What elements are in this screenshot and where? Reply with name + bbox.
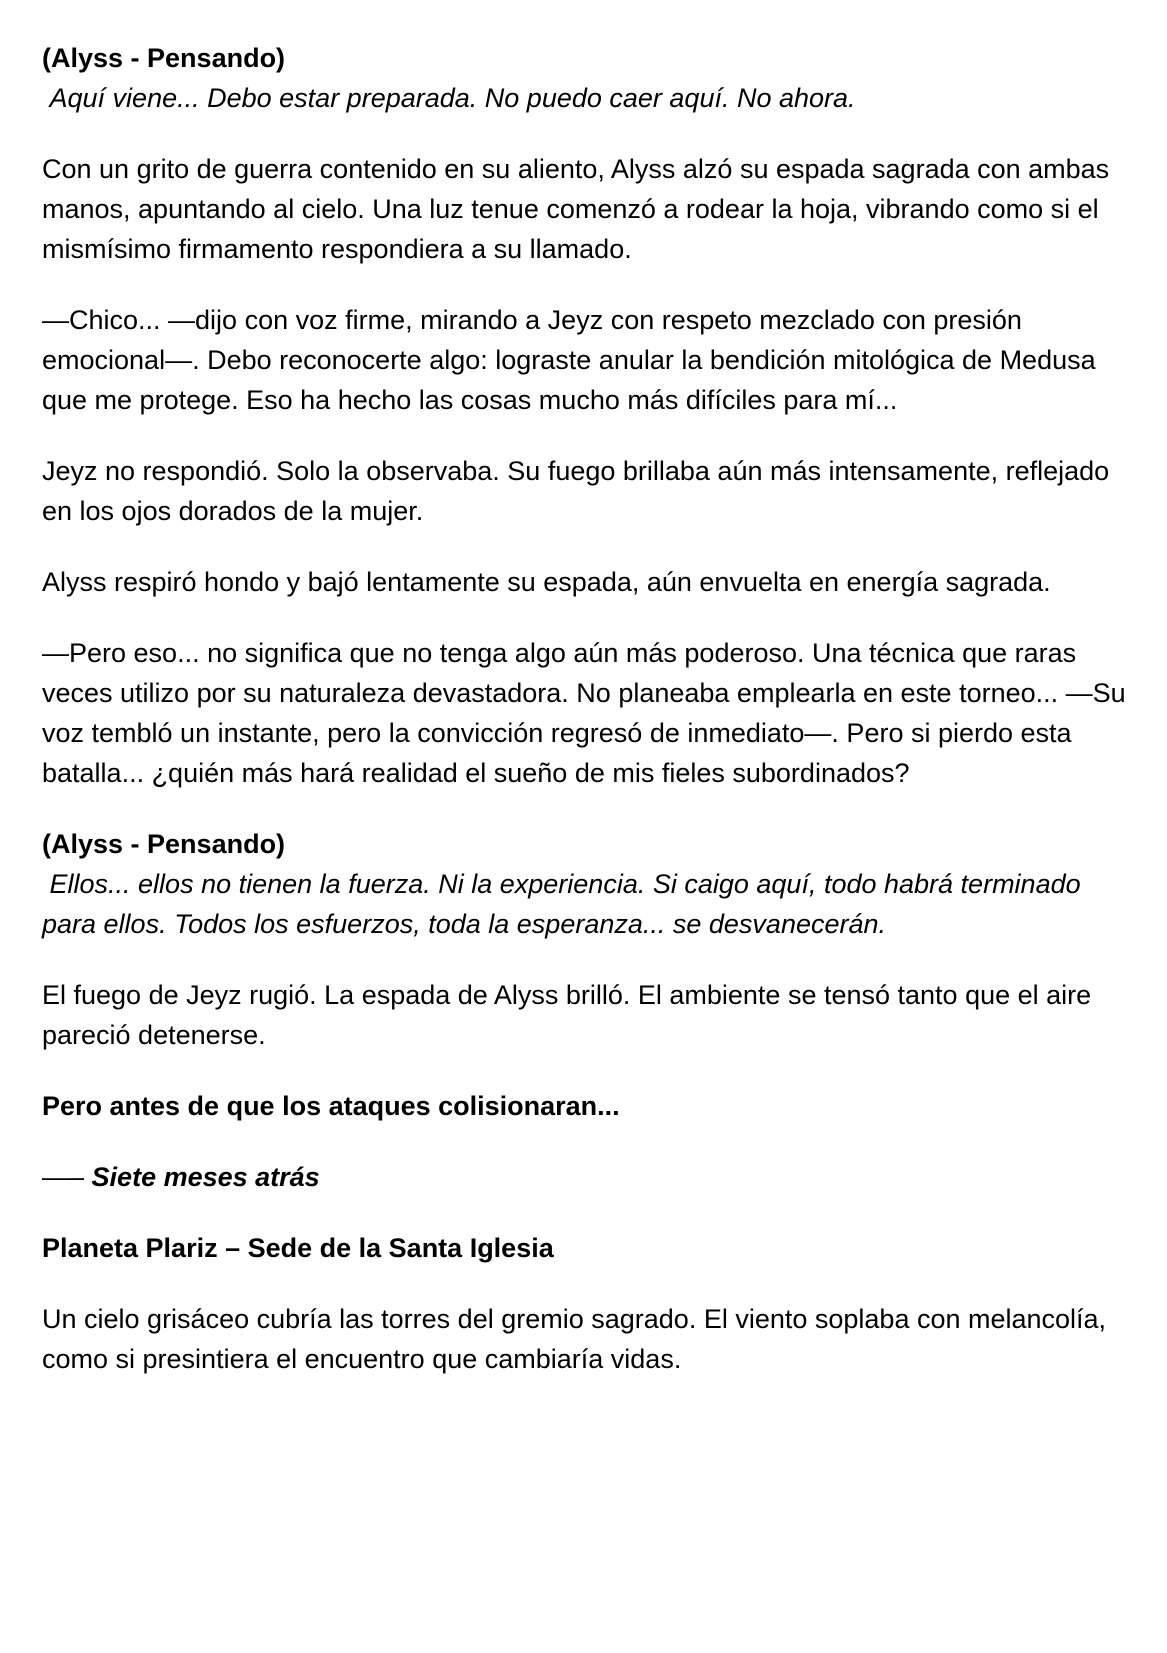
paragraph: Alyss respiró hondo y bajó lentamente su espada, aún envuelta en energía sagrada.: [42, 567, 1051, 597]
time-skip-marker: [42, 1157, 1127, 1197]
thought-heading: (Alyss - Pensando): [42, 829, 286, 859]
thought-heading: (Alyss - Pensando): [42, 43, 286, 73]
paragraph: —Chico... —dijo con voz firme, mirando a Jeyz con respeto mezclado con presión emocional—. Debo reconocerte algo: lograste anular la bendición mitológica de Medusa que me protege. Eso ha hecho las cosas mucho más difíciles para mí...: [42, 305, 1096, 415]
thought-text: Aquí viene... Debo estar preparada. No puedo caer aquí. No ahora.: [42, 83, 856, 113]
paragraph: Un cielo grisáceo cubría las torres del gremio sagrado. El viento soplaba con melancolía, como si presintiera el encuentro que cambiaría vidas.: [42, 1304, 1107, 1374]
thought-text: Ellos... ellos no tienen la fuerza. Ni la experiencia. Si caigo aquí, todo habrá terminado para ellos. Todos los esfuerzos, toda la esperanza... se desvanecerán.: [42, 869, 1089, 939]
thought-block-1: [42, 38, 1127, 118]
paragraph: Jeyz no respondió. Solo la observaba. Su fuego brillaba aún más intensamente, reflejado en los ojos dorados de la mujer.: [42, 456, 1110, 526]
bold-line: Pero antes de que los ataques colisionaran...: [42, 1091, 620, 1121]
thought-block-2: [42, 824, 1127, 944]
paragraph: Con un grito de guerra contenido en su aliento, Alyss alzó su espada sagrada con ambas manos, apuntando al cielo. Una luz tenue comenzó a rodear la hoja, vibrando como si el mismísimo firmamento respondiera a su llamado.: [42, 154, 1110, 264]
paragraph: El fuego de Jeyz rugió. La espada de Alyss brilló. El ambiente se tensó tanto que el aire pareció detenerse.: [42, 980, 1092, 1050]
paragraph: —Pero eso... no significa que no tenga algo aún más poderoso. Una técnica que raras veces utilizo por su naturaleza devastadora. No planeaba emplearla en este torneo... —Su voz tembló un instante, pero la convicción regresó de inmediato—. Pero si pierdo esta batalla... ¿quién más hará realidad el sueño de mis fieles subordinados?: [42, 638, 1126, 788]
time-skip-text: Siete meses atrás: [91, 1162, 320, 1192]
time-skip-dash: —–: [42, 1162, 85, 1192]
location-heading: Planeta Plariz – Sede de la Santa Iglesia: [42, 1233, 554, 1263]
